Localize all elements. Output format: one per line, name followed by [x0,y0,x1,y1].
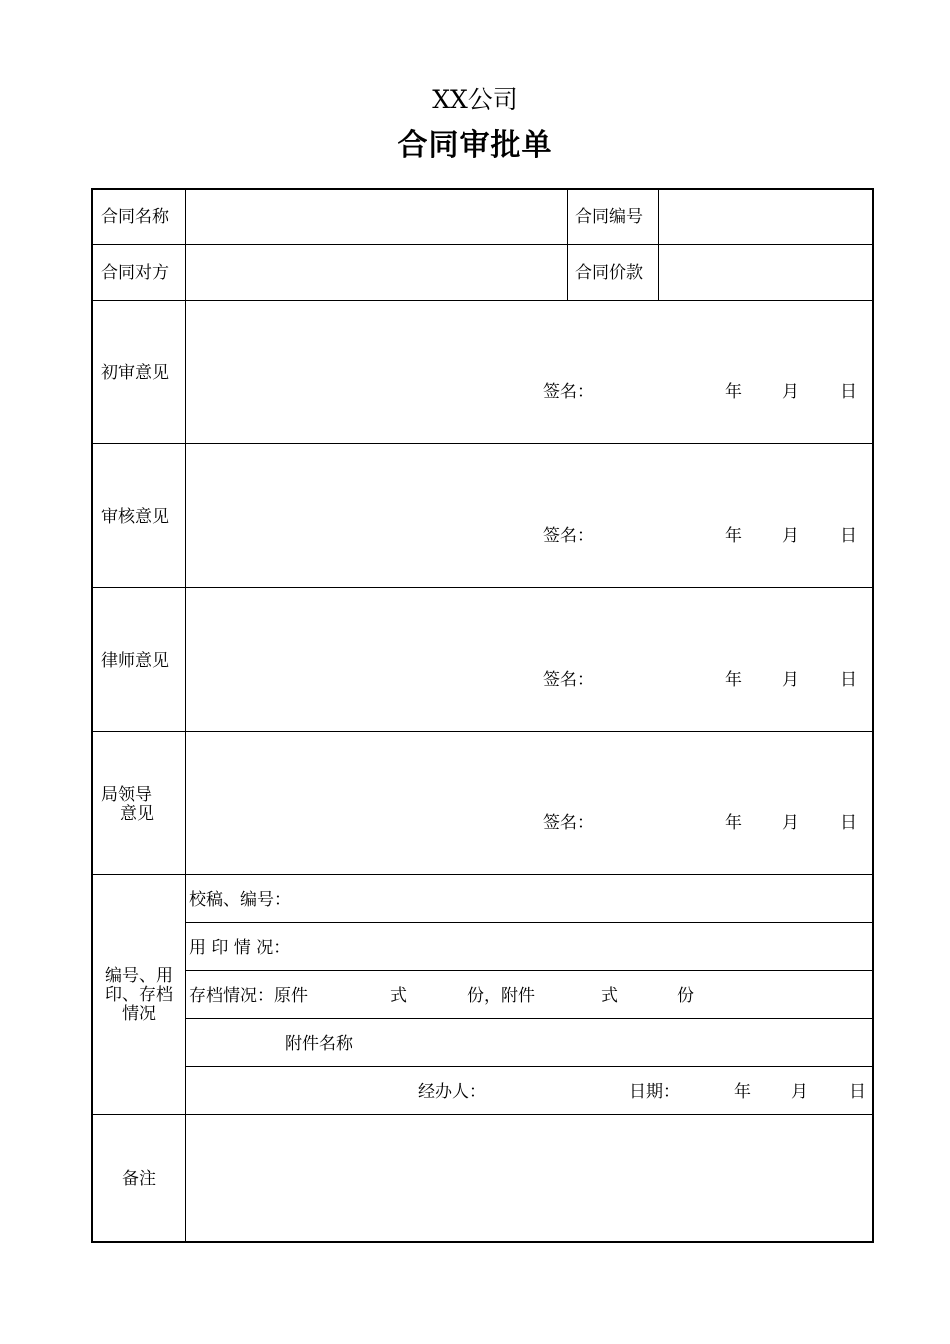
row-divider [93,874,872,875]
remarks-label: 备注 [122,1169,156,1189]
numbering-label-line1: 编号、用 [105,966,173,986]
numbering-label-line3: 情况 [122,1004,156,1024]
attachment-name-label: 附件名称 [285,1034,353,1054]
year-label: 年 [725,526,742,546]
month-label: 月 [782,670,799,690]
company-name: XX公司 [432,85,518,114]
column-divider [567,190,568,300]
handler-label: 经办人： [418,1082,486,1102]
day-label: 日 [840,813,857,833]
month-label: 月 [782,813,799,833]
attachment-count-label: 份 [677,986,694,1006]
contract-name-label: 合同名称 [101,207,169,227]
approval-form-table [91,188,874,1243]
row-divider [93,587,872,588]
day-label: 日 [849,1082,866,1102]
row-divider [93,300,872,301]
day-label: 日 [840,670,857,690]
month-label: 月 [791,1082,808,1102]
sub-row-divider [185,1018,872,1019]
year-label: 年 [725,813,742,833]
row-divider [93,244,872,245]
date-label: 日期： [629,1082,680,1102]
sub-row-divider [185,970,872,971]
month-label: 月 [782,382,799,402]
sub-row-divider [185,1066,872,1067]
numbering-label-line2: 印、存档 [105,985,173,1005]
leader-opinion-label-line1: 局领导 [101,785,152,805]
signature-label: 签名： [543,670,594,690]
signature-label: 签名： [543,382,594,402]
archive-attachment-label: 份，附件 [467,986,535,1006]
year-label: 年 [734,1082,751,1102]
counterparty-label: 合同对方 [101,263,169,283]
contract-price-label: 合同价款 [575,263,643,283]
archive-copies-label: 式 [390,986,407,1006]
row-divider [93,443,872,444]
proof-number-label: 校稿、编号： [189,890,291,910]
day-label: 日 [840,382,857,402]
day-label: 日 [840,526,857,546]
lawyer-opinion-label: 律师意见 [101,651,169,671]
contract-number-label: 合同编号 [575,207,643,227]
leader-opinion-label-line2: 意见 [120,804,154,824]
initial-review-label: 初审意见 [101,363,169,383]
signature-label: 签名： [543,526,594,546]
archive-original-label: 存档情况：原件 [189,986,308,1006]
month-label: 月 [782,526,799,546]
column-divider [658,190,659,300]
form-title: 合同审批单 [397,128,553,163]
row-divider [93,731,872,732]
sub-row-divider [185,922,872,923]
label-column-divider [185,190,186,1241]
year-label: 年 [725,382,742,402]
row-divider [93,1114,872,1115]
signature-label: 签名： [543,813,594,833]
audit-review-label: 审核意见 [101,507,169,527]
attachment-copies-label: 式 [601,986,618,1006]
year-label: 年 [725,670,742,690]
seal-use-label: 用 印 情 况： [189,938,291,958]
